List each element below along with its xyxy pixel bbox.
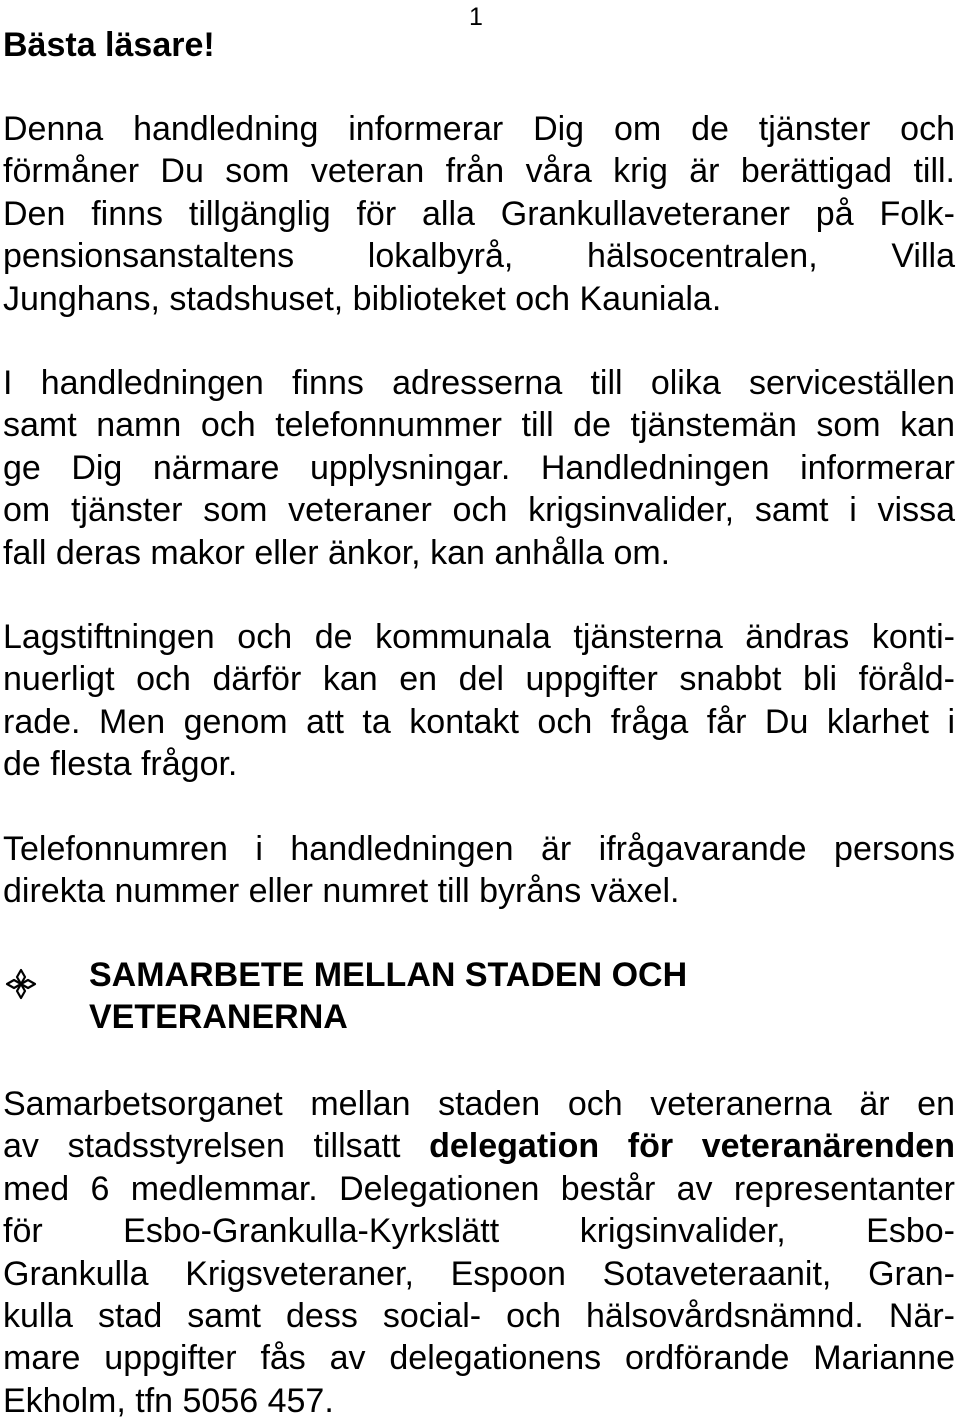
text-segment: av stadsstyrelsen tillsatt [3, 1127, 430, 1166]
paragraph-legislation [3, 616, 955, 786]
text-line: mare uppgifter fås av delegationens ordförande Marianne [3, 1339, 955, 1378]
text-line: ge Dig närmare upplysningar. Handledningen informerar [3, 448, 955, 487]
page-number: 1 [469, 3, 483, 31]
text-line: Telefonnumren i handledningen är ifrågavarande persons [3, 830, 955, 868]
text-line: pensionsanstaltens lokalbyrå, hälsocentralen, Villa [3, 237, 955, 276]
text-line: nuerligt och därför kan en del uppgifter snabbt bli föråld- [3, 660, 955, 699]
delegation-name-bold: delegation för veteranärenden [429, 1127, 955, 1166]
text-line: Den finns tillgänglig för alla Grankullaveteraner på Folk- [3, 194, 955, 233]
greeting-heading: Bästa läsare! [3, 26, 215, 64]
text-line: förmåner Du som veteran från våra krig är berättigad till. [3, 152, 955, 191]
paragraph-phone-numbers [3, 828, 955, 913]
section-heading-line: SAMARBETE MELLAN STADEN OCH [89, 956, 688, 994]
text-line: rade. Men genom att ta kontakt och fråga får Du klarhet i [3, 702, 955, 741]
text-line: Denna handledning informerar Dig om de tjänster och [3, 110, 955, 148]
text-line: om tjänster som veteraner och krigsinvalider, samt i vissa [3, 491, 955, 530]
text-line: Ekholm, tfn 5056 457. [3, 1381, 334, 1420]
text-line: direkta nummer eller numret till byråns växel. [3, 872, 680, 911]
text-line: för Esbo-Grankulla-Kyrkslätt krigsinvalider, Esbo- [3, 1212, 955, 1251]
text-line: kulla stad samt dess social- och hälsovårdsnämnd. När- [3, 1297, 955, 1336]
paragraph-cooperation [3, 1083, 955, 1422]
text-line: de flesta frågor. [3, 745, 238, 784]
text-line: I handledningen finns adresserna till olika serviceställen [3, 364, 955, 402]
text-line: Samarbetsorganet mellan staden och veteranerna är en [3, 1085, 955, 1123]
diamond-bullet-icon [5, 968, 37, 1000]
text-line: fall deras makor eller änkor, kan anhålla om. [3, 533, 671, 572]
paragraph-addresses [3, 362, 955, 574]
text-line: Lagstiftningen och de kommunala tjänsterna ändras konti- [3, 618, 955, 656]
text-line: Grankulla Krigsveteraner, Espoon Sotaveteraanit, Gran- [3, 1254, 955, 1293]
paragraph-intro [3, 108, 955, 320]
section-heading-line: VETERANERNA [89, 998, 348, 1037]
text-line: med 6 medlemmar. Delegationen består av representanter [3, 1169, 955, 1208]
text-line: Junghans, stadshuset, biblioteket och Kauniala. [3, 279, 722, 318]
text-line: samt namn och telefonnummer till de tjänstemän som kan [3, 406, 955, 445]
section-heading-text [89, 954, 687, 1039]
text-line [3, 1125, 955, 1167]
